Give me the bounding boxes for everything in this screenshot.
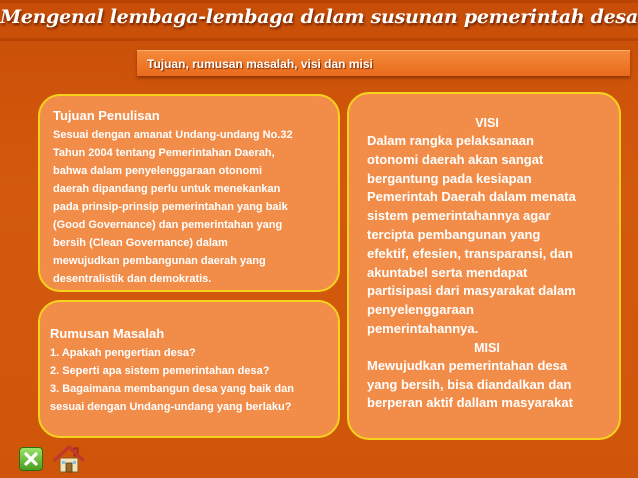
rumusan-item: 2. Seperti apa sistem pemerintahan desa?	[50, 365, 270, 377]
home-button[interactable]	[53, 444, 85, 474]
title-divider	[0, 38, 638, 41]
section-banner-label: Tujuan, rumusan masalah, visi dan misi	[147, 57, 373, 71]
visi-misi-panel	[347, 92, 621, 440]
misi-body	[367, 357, 607, 413]
close-button[interactable]	[19, 447, 43, 471]
visi-line: penyelenggaraan	[367, 302, 474, 318]
tujuan-panel	[38, 94, 340, 292]
tujuan-line: Tahun 2004 tentang Pemerintahan Daerah,	[53, 147, 275, 159]
visi-line: partisipasi dari masyarakat dalam	[367, 283, 576, 299]
rumusan-heading: Rumusan Masalah	[50, 326, 165, 341]
visi-line: pemerintahannya.	[367, 320, 479, 336]
top-stripe	[0, 0, 638, 3]
tujuan-line: desentralistik dan demokratis.	[53, 273, 212, 285]
section-banner	[137, 50, 630, 76]
tujuan-line: pada prinsip-prinsip pemerintahan yang baik	[53, 201, 288, 213]
tujuan-line: bersih (Clean Governance) dalam	[53, 237, 228, 249]
rumusan-item: 1. Apakah pengertian desa?	[50, 347, 196, 359]
tujuan-line: Sesuai dengan amanat Undang-undang No.32	[53, 129, 293, 141]
misi-line: yang bersih, bisa diandalkan dan	[367, 376, 572, 392]
rumusan-item: 3. Bagaimana membangun desa yang baik dan	[50, 383, 294, 395]
visi-line: akuntabel serta mendapat	[367, 264, 528, 280]
rumusan-panel	[38, 300, 340, 438]
visi-line: Dalam rangka pelaksanaan	[367, 133, 534, 148]
misi-line: Mewujudkan pemerintahan desa	[367, 357, 568, 373]
visi-body	[367, 132, 607, 339]
visi-line: sistem pemerintahannya agar	[367, 208, 551, 224]
tujuan-heading: Tujuan Penulisan	[53, 108, 160, 123]
rumusan-item: sesuai dengan Undang-undang yang berlaku?	[50, 401, 292, 413]
visi-line: efektif, efesien, transparansi, dan	[367, 245, 573, 261]
slide-title: Mengenal lembaga-lembaga dalam susunan pemerintah desa	[0, 6, 638, 28]
tujuan-line: daerah dipandang perlu untuk menekankan	[53, 183, 281, 195]
misi-heading: MISI	[474, 340, 500, 355]
visi-line: bergantung pada kesiapan	[367, 170, 532, 186]
close-icon	[20, 448, 42, 470]
visi-line: Pemerintah Daerah dalam menata	[367, 189, 576, 205]
visi-heading: VISI	[475, 116, 499, 130]
visi-line: tercipta pembangunan yang	[367, 226, 541, 242]
tujuan-body	[53, 126, 326, 288]
tujuan-line: bahwa dalam penyelenggaraan otonomi	[53, 165, 263, 177]
misi-line: berperan aktif dallam masyarakat	[367, 395, 573, 411]
visi-line: otonomi daerah akan sangat	[367, 151, 544, 167]
tujuan-line: mewujudkan pembangunan daerah yang	[53, 255, 266, 267]
tujuan-line: (Good Governance) dan pemerintahan yang	[53, 219, 283, 231]
home-icon	[53, 444, 85, 474]
